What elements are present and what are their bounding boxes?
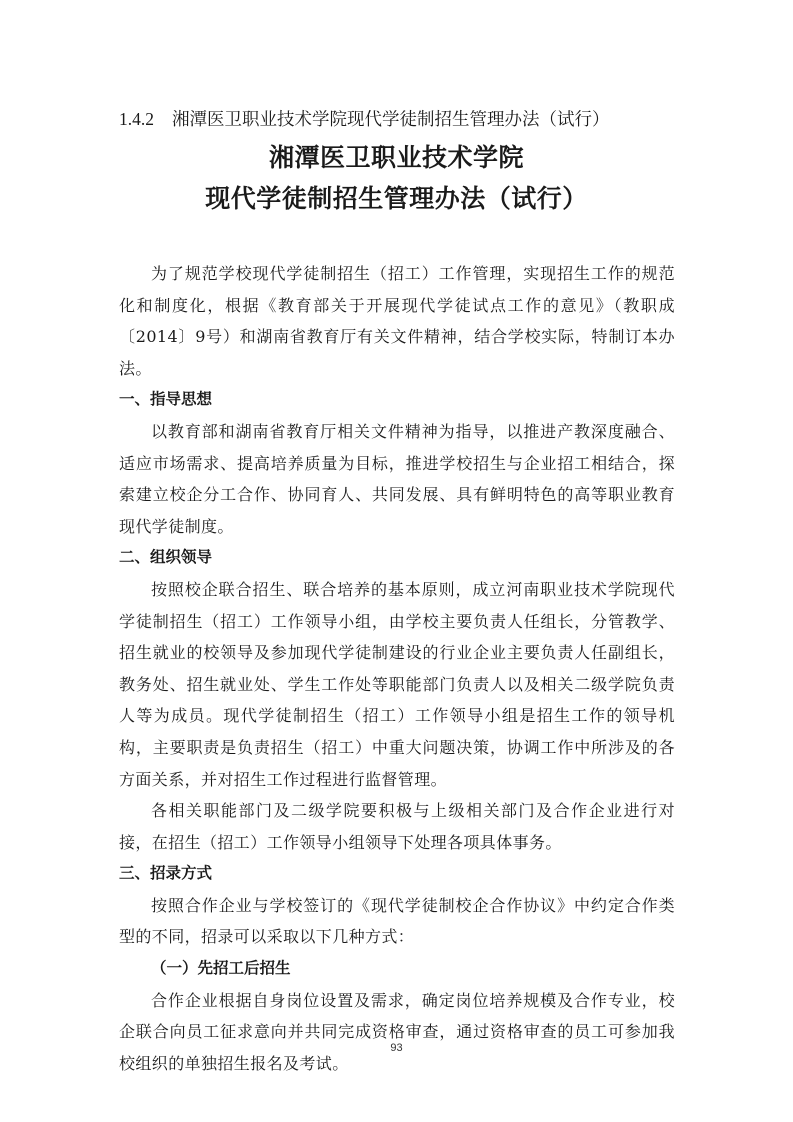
- paragraph-enrollment-methods: 按照合作企业与学校签订的《现代学徒制校企合作协议》中约定合作类型的不同，招录可以采取以下几种方式：: [119, 895, 675, 947]
- heading-enrollment-methods: 三、招录方式: [119, 864, 213, 883]
- paragraph-recruit-first: 合作企业根据自身岗位设置及需求，确定岗位培养规模及合作专业，校企联合向员工征求意向并共同完成资格审查，通过资格审查的员工可参加我校组织的单独招生报名及考试。: [119, 990, 675, 1073]
- heading-guiding-ideology: 一、指导思想: [119, 390, 213, 409]
- heading-organization-leadership: 二、组织领导: [119, 548, 213, 567]
- section-heading: [119, 104, 610, 135]
- document-body: [119, 258, 675, 1079]
- document-title-line-2: 现代学徒制招生管理办法（试行）: [205, 184, 588, 213]
- section-title: 湘潭医卫职业技术学院现代学徒制招生管理办法（试行）: [172, 110, 610, 130]
- intro-paragraph: 为了规范学校现代学徒制招生（招工）工作管理，实现招生工作的规范化和制度化，根据《教育部关于开展现代学徒试点工作的意见》（教职成〔2014〕9号）和湖南省教育厅有关文件精神，结合学校实际，特制订本办法。: [119, 264, 675, 378]
- paragraph-organization-leadership: 按照校企联合招生、联合培养的基本原则，成立河南职业技术学院现代学徒制招生（招工）工作领导小组，由学校主要负责人任组长，分管教学、招生就业的校领导及参加现代学徒制建设的行业企业主要负责人任副组长，教务处、招生就业处、学生工作处等职能部门负责人以及相关二级学院负责人等为成员。现代学徒制招生（招工）工作领导小组是招生工作的领导机构，主要职责是负责招生（招工）中重大问题决策，协调工作中所涉及的各方面关系，并对招生工作过程进行监督管理。: [119, 579, 675, 789]
- document-title-line-1: 湘潭医卫职业技术学院: [268, 143, 524, 172]
- subheading-recruit-first: （一）先招工后招生: [151, 959, 291, 978]
- page-number: 93: [390, 1042, 403, 1054]
- paragraph-department-coordination: 各相关职能部门及二级学院要积极与上级相关部门及合作企业进行对接，在招生（招工）工作领导小组领导下处理各项具体事务。: [119, 801, 675, 852]
- paragraph-guiding-ideology: 以教育部和湖南省教育厅相关文件精神为指导，以推进产教深度融合、适应市场需求、提高培养质量为目标，推进学校招生与企业招工相结合，探索建立校企分工合作、协同育人、共同发展、具有鲜明特色的高等职业教育现代学徒制度。: [119, 421, 675, 536]
- section-number: 1.4.2: [119, 109, 154, 129]
